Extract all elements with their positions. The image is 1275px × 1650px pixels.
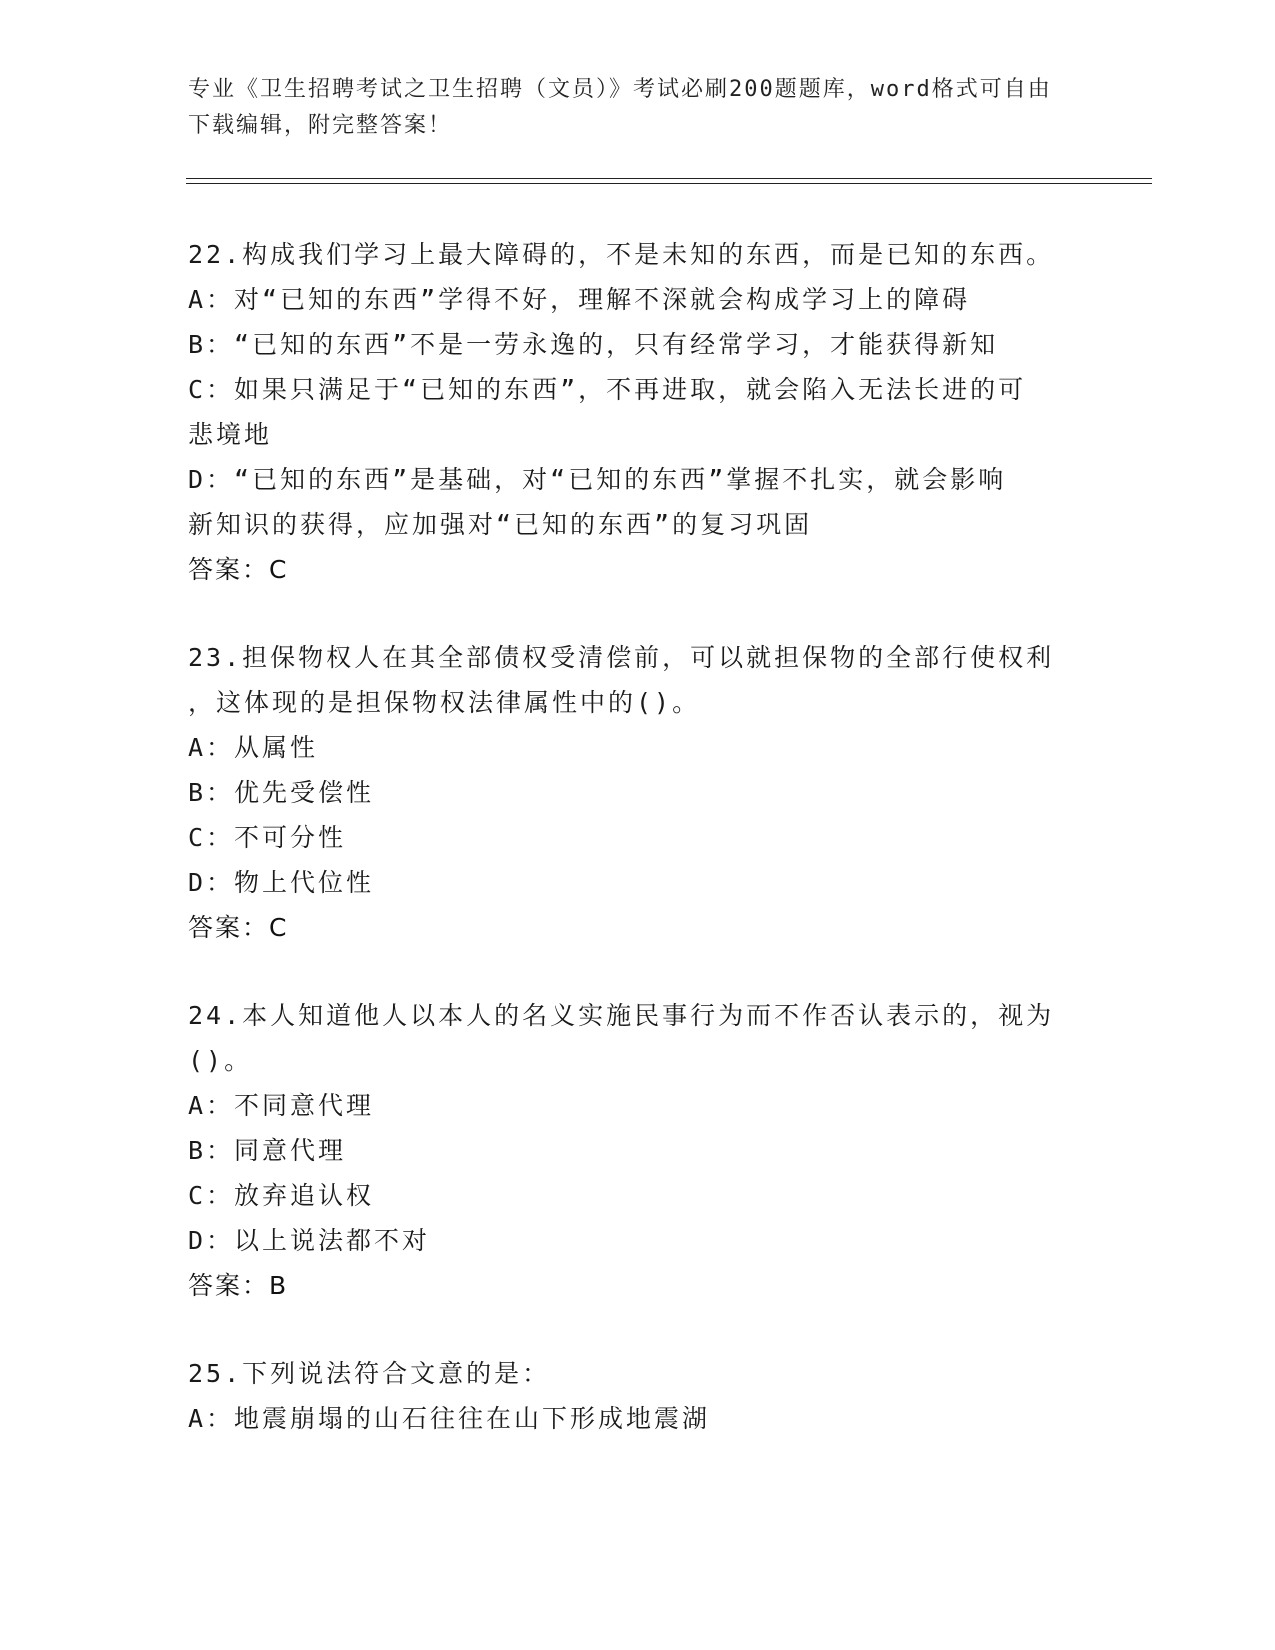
question-25 [188, 1351, 1068, 1441]
header-rule-bottom [186, 183, 1152, 184]
option-a: A：对“已知的东西”学得不好，理解不深就会构成学习上的障碍 [188, 285, 971, 314]
option-a: A：从属性 [188, 733, 319, 762]
option-b: B：“已知的东西”不是一劳永逸的，只有经常学习，才能获得新知 [188, 330, 999, 359]
option-a: A：地震崩塌的山石往往在山下形成地震湖 [188, 1404, 711, 1433]
option-c: C：放弃追认权 [188, 1181, 375, 1210]
answer-line: 答案：B [188, 1271, 289, 1300]
answer-line: 答案：C [188, 913, 289, 942]
document-header: 专业《卫生招聘考试之卫生招聘（文员）》考试必刷200题题库，word格式可自由下载编辑，附完整答案！ [188, 77, 1052, 138]
question-stem-line: 24.本人知道他人以本人的名义实施民事行为而不作否认表示的，视为 [188, 1001, 1055, 1030]
option-b: B：同意代理 [188, 1136, 347, 1165]
question-stem-line-continued: ()。 [188, 1046, 253, 1075]
option-b: B：优先受偿性 [188, 778, 375, 807]
option-d: D：以上说法都不对 [188, 1226, 431, 1255]
option-c-continued: 悲境地 [188, 420, 273, 449]
question-stem-line: 22.构成我们学习上最大障碍的，不是未知的东西，而是已知的东西。 [188, 240, 1055, 269]
option-d-continued: 新知识的获得，应加强对“已知的东西”的复习巩固 [188, 510, 813, 539]
question-stem-line: 25.下列说法符合文意的是： [188, 1359, 551, 1388]
question-23 [188, 635, 1068, 950]
question-22 [188, 232, 1068, 592]
option-c: C：不可分性 [188, 823, 347, 852]
answer-line: 答案：C [188, 555, 289, 584]
option-c: C：如果只满足于“已知的东西”，不再进取，就会陷入无法长进的可 [188, 375, 1027, 404]
option-d: D：“已知的东西”是基础，对“已知的东西”掌握不扎实，就会影响 [188, 465, 1007, 494]
header-rule-top [186, 178, 1152, 179]
option-a: A：不同意代理 [188, 1091, 375, 1120]
option-d: D：物上代位性 [188, 868, 375, 897]
question-stem-line-continued: ，这体现的是担保物权法律属性中的()。 [188, 688, 701, 717]
question-stem-line: 23.担保物权人在其全部债权受清偿前，可以就担保物的全部行使权利 [188, 643, 1055, 672]
question-24 [188, 993, 1068, 1308]
question-list [188, 232, 1068, 1484]
